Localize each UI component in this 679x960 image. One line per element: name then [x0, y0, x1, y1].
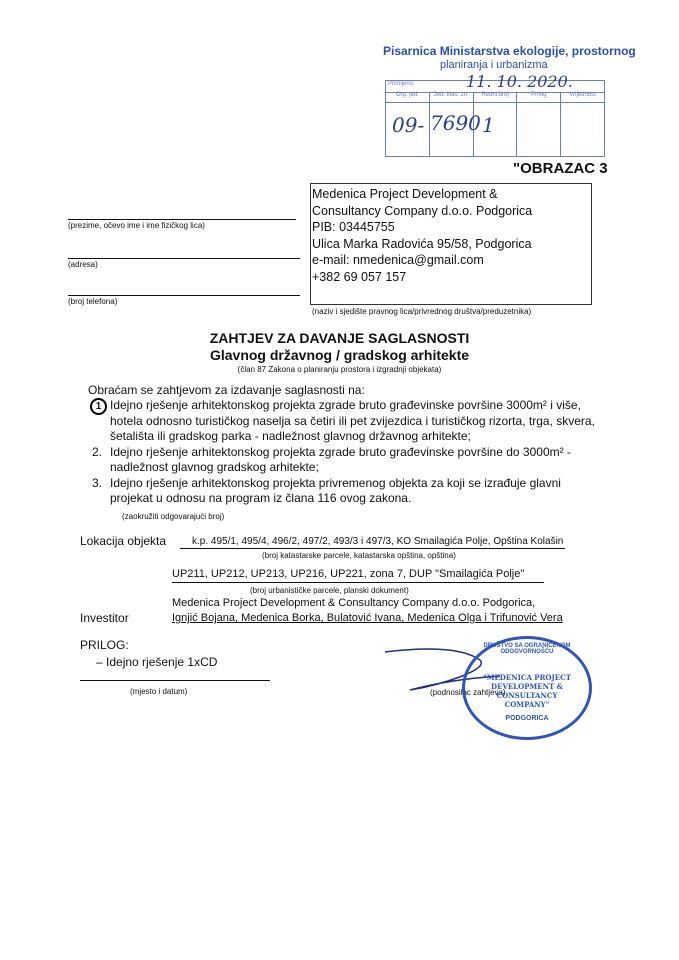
- attachment-item: – Idejno rješenje 1xCD: [96, 655, 218, 669]
- document-title: ZAHTJEV ZA DAVANJE SAGLASNOSTI: [209, 330, 470, 346]
- item-line: Idejno rješenje arhitektonskog projekta privremenog objekta za koji se izrađuje glavni: [110, 475, 561, 490]
- applicant-line: Ulica Marka Radovića 95/58, Podgorica: [312, 236, 532, 251]
- item-line: Idejno rješenje arhitektonskog projekta zgrade bruto građevinske površine 3000m² i više,: [110, 398, 581, 412]
- item-line: hotela odnosno turističkog naselja sa četiri ili pet zvijezdica i turističkog rizorta, trga, skvera,: [110, 413, 595, 428]
- location-label: Lokacija objekta: [80, 534, 167, 548]
- investor-line2: Ignjić Bojana, Medenica Borka, Bulatović Ivana, Medenica Olga i Trifunović Vera: [172, 612, 563, 624]
- investor-line1: Medenica Project Development & Consultancy Company d.o.o. Podgorica,: [172, 597, 536, 609]
- col-prilog: Prilog: [517, 92, 561, 102]
- applicant-line: e-mail: nmedenica@gmail.com: [312, 253, 484, 267]
- list-item: [88, 476, 595, 507]
- urban-parcel-value: UP211, UP212, UP213, UP216, UP221, zona 7, DUP "Smailagića Polje": [172, 568, 544, 583]
- item-number: 3.: [92, 475, 103, 490]
- number-main: 7690: [430, 111, 481, 135]
- investor-label: Investitor: [80, 611, 129, 625]
- circled-item-number: 1: [90, 398, 107, 415]
- address-field-caption: (adresa): [68, 260, 98, 269]
- company-seal: [462, 636, 592, 740]
- number-redni: 1: [482, 113, 495, 137]
- seal-bottom-text: PODGORICA: [505, 715, 549, 722]
- applicant-caption: (naziv i sjedište pravnog lica/privrednog društva/preduzetnika): [312, 307, 532, 316]
- location-value: k.p. 495/1, 495/4, 496/2, 497/2, 493/3 i 497/3, KO Smailagića Polje, Opština Kolašin: [180, 536, 565, 549]
- item-line: Idejno rješenje arhitektonskog projekta zgrade bruto građevinske površine do 3000m² -: [110, 444, 571, 459]
- items-list: [88, 398, 595, 507]
- law-reference: (član 87 Zakona o planiranju prostora i izgradnji objekata): [237, 365, 442, 374]
- col-vrijednost: Vrijednost: [569, 92, 596, 98]
- document-subtitle: Glavnog državnog / gradskog arhitekte: [209, 347, 470, 363]
- item-number: 2.: [92, 444, 103, 459]
- attachment-label: PRILOG:: [80, 638, 129, 652]
- applicant-line: PIB: 03445755: [312, 220, 395, 234]
- registry-stamp-title2: planiranja i urbanizma: [440, 59, 548, 71]
- item-line: šetališta ili gradskog parka - nadležnost glavnog državnog arhitekte;: [110, 429, 471, 443]
- applicant-line: Consultancy Company d.o.o. Podgorica: [312, 203, 533, 218]
- location-caption: (broj katastarske parcele, katastarska opština, opština): [262, 551, 456, 560]
- form-code: "OBRAZAC 3: [513, 160, 608, 177]
- applicant-info: [312, 186, 532, 285]
- seal-top-text: DRUŠTVO SA OGRANIČENOM ODGOVORNOŠĆU: [483, 643, 571, 655]
- primljeno-label: Primljeno:: [388, 81, 415, 87]
- circle-note: (zaokružiti odgovarajući broj): [122, 512, 225, 521]
- applicant-line: +382 69 057 157: [312, 269, 407, 284]
- registry-stamp-title: Pisarnica Ministarstva ekologije, prostornog: [383, 44, 636, 58]
- name-field-caption: (prezime, očevo ime i ime fizičkog lica): [68, 221, 205, 230]
- urban-parcel-caption: (broj urbanističke parcele, planski dokument): [250, 586, 409, 595]
- registry-stamp: [385, 72, 605, 157]
- col-org: Org. jed.: [386, 92, 430, 102]
- received-date: 11. 10. 2020.: [466, 72, 573, 91]
- phone-field-caption: (broj telefona): [68, 297, 118, 306]
- col-redni: Redni broj: [474, 92, 518, 102]
- item-line: projekat u odnosu na program iz člana 116 ovog zakona.: [110, 491, 412, 505]
- intro-text: Obraćam se zahtjevom za izdavanje saglasnosti na:: [88, 383, 365, 397]
- place-date-caption: (mjesto i datum): [130, 687, 188, 696]
- item-line: nadležnost glavnog gradskog arhitekte;: [110, 460, 319, 474]
- applicant-line: Medenica Project Development &: [312, 187, 498, 201]
- list-item: [88, 398, 595, 445]
- list-item: [88, 445, 595, 476]
- col-klas: Jed. klas. zn.: [430, 92, 474, 102]
- seal-center-text: "MEDENICA PROJECT DEVELOPMENT & CONSULTANCY COMPANY": [483, 673, 571, 709]
- signer-caption: (podnosilac zahtjeva): [430, 688, 506, 697]
- number-org: 09-: [392, 113, 425, 137]
